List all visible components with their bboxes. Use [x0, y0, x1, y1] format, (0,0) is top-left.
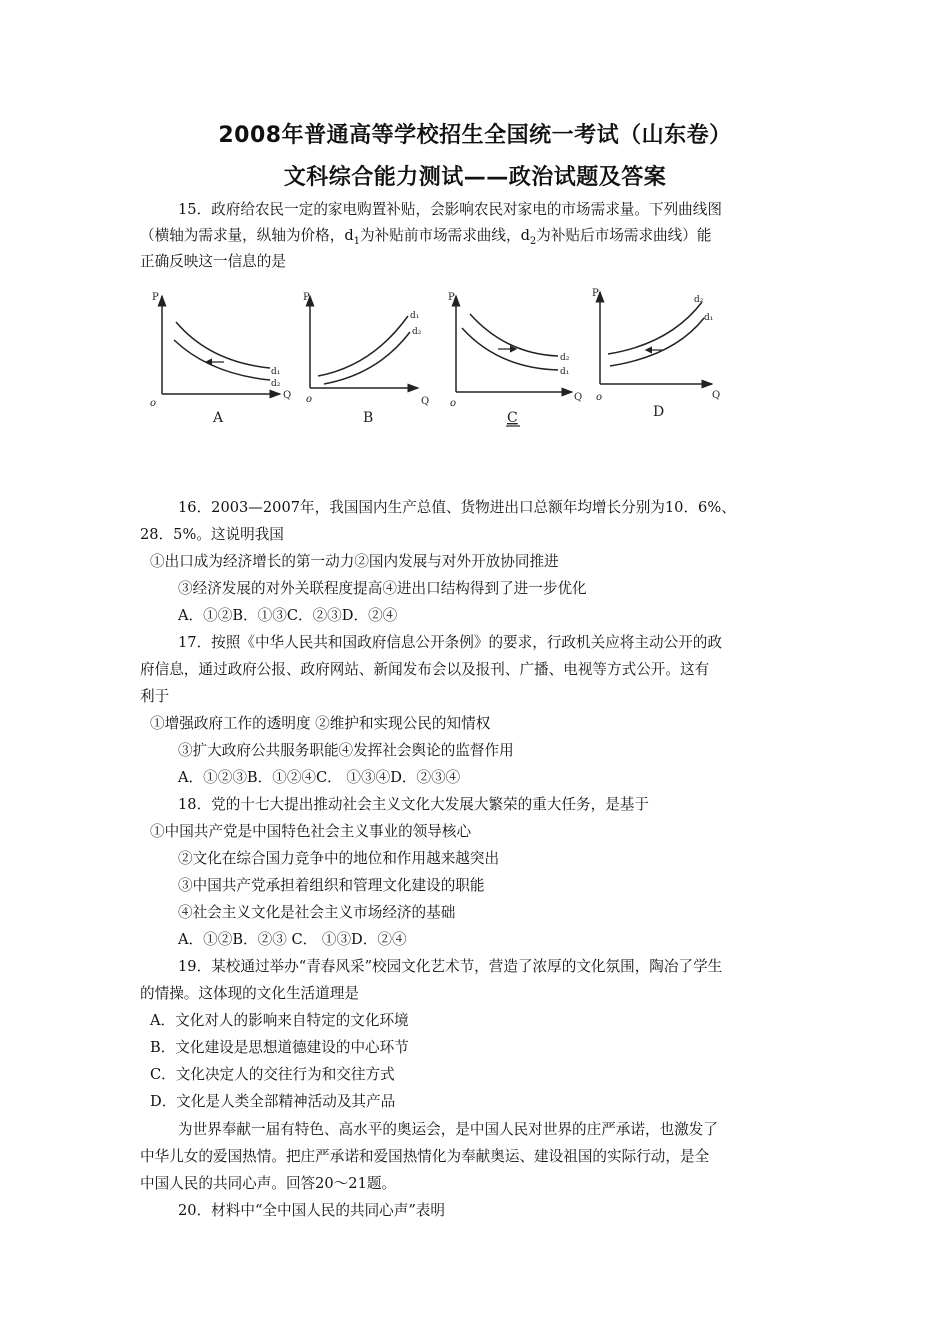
graph-b-curve-d1 — [318, 316, 408, 376]
graph-d-curve-d2 — [608, 302, 702, 354]
q16-line-2: 28．5%。这说明我国 — [140, 526, 284, 543]
graph-a-p-label: P — [152, 292, 159, 303]
q15-line-1: 15．政府给农民一定的家电购置补贴，会影响农民对家电的市场需求量。下列曲线图 — [178, 201, 722, 218]
q15-subscript-1: 1 — [353, 235, 361, 247]
graph-b-curve-d2 — [324, 332, 410, 384]
q16-line-1: 16．2003—2007年，我国国内生产总值、货物进出口总额年均增长分别为10．6%、 — [178, 499, 736, 516]
q19-option-a: A．文化对人的影响来自特定的文化环境 — [150, 1012, 409, 1029]
graph-b-label: B — [363, 410, 374, 426]
q19-line-2: 的情操。这体现的文化生活道理是 — [140, 985, 359, 1002]
material-line-2: 中华儿女的爱国热情。把庄严承诺和爱国热情化为奉献奥运、建设祖国的实际行动，是全 — [140, 1148, 710, 1165]
q18-option-3: ③中国共产党承担着组织和管理文化建设的职能 — [178, 877, 485, 894]
q19-option-d: D．文化是人类全部精神活动及其产品 — [150, 1093, 396, 1110]
q18-option-1: ①中国共产党是中国特色社会主义事业的领导核心 — [150, 823, 472, 840]
q19-line-1: 19．某校通过举办“青春风采”校园文化艺术节，营造了浓厚的文化氛围，陶冶了学生 — [178, 958, 723, 975]
graph-b-d2-label: d₂ — [412, 327, 422, 337]
graph-d-p-label: P — [592, 288, 599, 299]
material-line-1: 为世界奉献一届有特色、高水平的奥运会，是中国人民对世界的庄严承诺，也激发了 — [178, 1121, 718, 1138]
graph-a-d2-label: d₂ — [271, 379, 281, 389]
graph-c-d1-label: d₁ — [560, 367, 570, 377]
graph-c-curve-d2 — [470, 314, 558, 356]
graph-c-p-label: P — [448, 292, 455, 303]
title-line-2: 文科综合能力测试——政治试题及答案 — [283, 165, 667, 190]
title-line-1: 2008年普通高等学校招生全国统一考试（山东卷） — [218, 123, 732, 148]
q16-answers: A．①②B．①③C．②③D．②④ — [178, 607, 398, 624]
q18-option-4: ④社会主义文化是社会主义市场经济的基础 — [178, 904, 456, 921]
q15-line-2-part-a: （横轴为需求量，纵轴为价格，d — [140, 227, 354, 244]
q16-option-2: ③经济发展的对外关联程度提高④进出口结构得到了进一步优化 — [178, 580, 587, 597]
q15-line-3: 正确反映这一信息的是 — [140, 253, 286, 270]
graph-c-d2-label: d₂ — [560, 353, 570, 363]
q19-option-c: C．文化决定人的交往行为和交往方式 — [150, 1066, 395, 1083]
graph-d-label: D — [653, 404, 665, 420]
graph-d-d1-label: d₁ — [704, 313, 714, 323]
q20-line-1: 20．材料中“全中国人民的共同心声”表明 — [178, 1202, 445, 1219]
q15-line-2-part-c: 为补贴后市场需求曲线）能 — [536, 227, 712, 244]
q17-line-3: 利于 — [140, 688, 170, 705]
graph-d — [592, 288, 720, 420]
graph-b-d1-label: d₁ — [410, 311, 420, 321]
q16-option-1: ①出口成为经济增长的第一动力②国内发展与对外开放协同推进 — [150, 553, 559, 570]
graph-b-origin-label: o — [306, 394, 313, 405]
graph-b-q-label: Q — [421, 396, 430, 407]
graph-b — [300, 292, 429, 426]
graph-c-label: C — [507, 410, 518, 426]
q17-option-1: ①增强政府工作的透明度 ②维护和实现公民的知情权 — [150, 715, 491, 732]
q18-line-1: 18．党的十七大提出推动社会主义文化大发展大繁荣的重大任务，是基于 — [178, 796, 649, 813]
q17-option-2: ③扩大政府公共服务职能④发挥社会舆论的监督作用 — [178, 742, 514, 759]
graph-d-curve-d1 — [610, 318, 704, 366]
graph-b-p-label: P — [303, 292, 310, 303]
q15-line-2 — [140, 226, 711, 252]
q17-line-2: 府信息，通过政府公报、政府网站、新闻发布会以及报刊、广播、电视等方式公开。这有 — [140, 661, 710, 678]
graph-c — [448, 292, 582, 426]
graph-a-q-label: Q — [283, 390, 292, 401]
q15-line-2-part-b: 为补贴前市场需求曲线，d — [360, 227, 530, 244]
q17-answers: A．①②③B．①②④C． ①③④D．②③④ — [178, 769, 461, 786]
q18-answers: A．①②B．②③ C． ①③D．②④ — [178, 931, 407, 948]
q15-subscript-2: 2 — [529, 235, 537, 247]
graph-a-label: A — [213, 410, 224, 426]
graph-a — [150, 292, 291, 426]
q19-option-b: B．文化建设是思想道德建设的中心环节 — [150, 1039, 409, 1056]
material-line-3: 中国人民的共同心声。回答20～21题。 — [140, 1175, 397, 1192]
graph-d-d2-label: d₂ — [694, 295, 704, 305]
graph-a-origin-label: o — [150, 398, 157, 409]
graph-a-curve-d2 — [174, 340, 270, 380]
demand-curve-figure — [140, 282, 740, 432]
q17-line-1: 17．按照《中华人民共和国政府信息公开条例》的要求，行政机关应将主动公开的政 — [178, 634, 722, 651]
graph-a-d1-label: d₁ — [271, 367, 281, 377]
graph-d-q-label: Q — [712, 390, 721, 401]
graph-a-curve-d1 — [176, 322, 270, 368]
q18-option-2: ②文化在综合国力竞争中的地位和作用越来越突出 — [178, 850, 500, 867]
graph-d-origin-label: o — [596, 392, 603, 403]
graph-c-q-label: Q — [574, 392, 583, 403]
graph-c-origin-label: o — [450, 398, 457, 409]
